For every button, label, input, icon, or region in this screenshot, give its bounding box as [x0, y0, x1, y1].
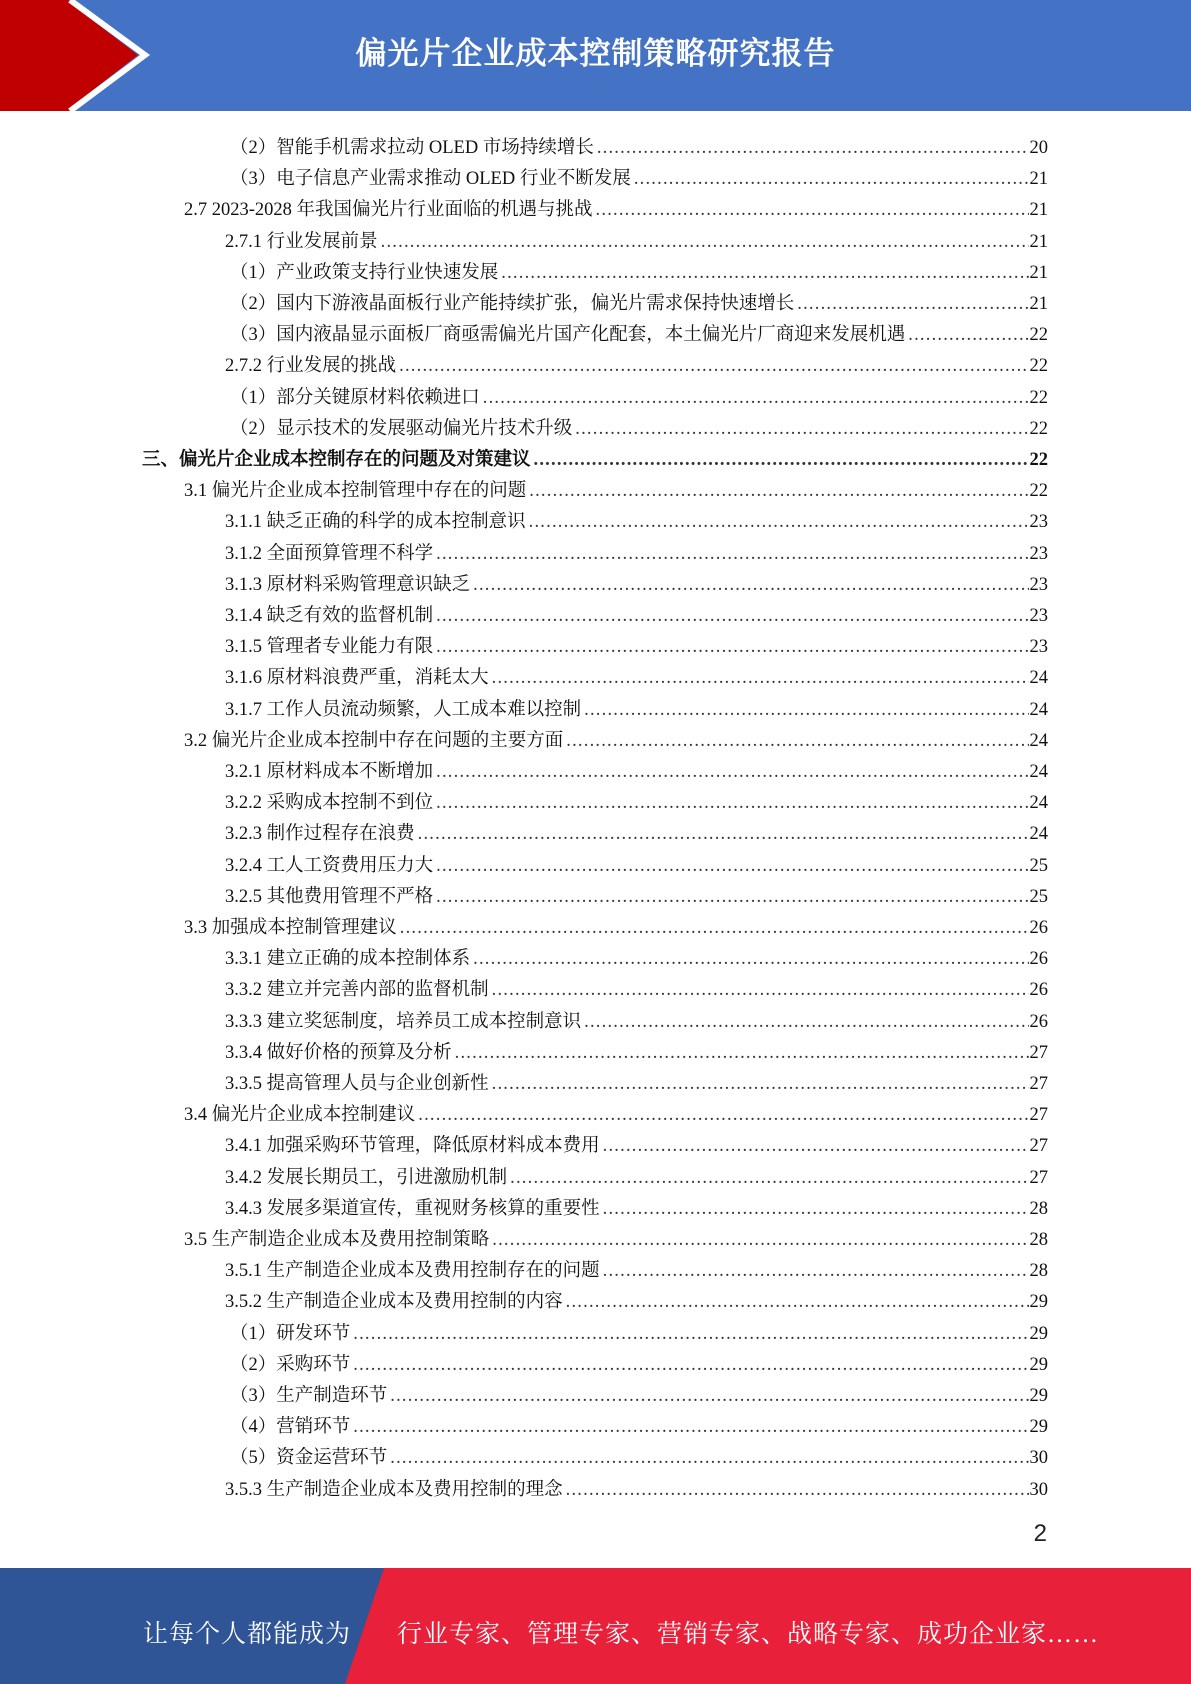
toc-entry-title: 3.3 加强成本控制管理建议	[184, 918, 397, 938]
toc-leader-dots	[390, 1385, 1028, 1407]
toc-entry-page: 30	[1029, 1448, 1048, 1469]
toc-entry-page: 22	[1029, 325, 1048, 346]
toc-entry[interactable]	[225, 783, 1048, 814]
toc-entry-title: 3.5.1 生产制造企业成本及费用控制存在的问题	[225, 1261, 600, 1282]
toc-leader-dots	[436, 886, 1028, 908]
toc-entry-title: （5）资金运营环节	[230, 1448, 388, 1469]
toc-entry-title: 3.4 偏光片企业成本控制建议	[184, 1105, 416, 1126]
toc-entry-page: 27	[1029, 1167, 1048, 1188]
toc-entry-title: 3.1.1 缺乏正确的科学的成本控制意识	[225, 512, 526, 533]
toc-entry-title: 3.2.3 制作过程存在浪费	[225, 824, 415, 845]
toc-entry[interactable]	[230, 253, 1048, 284]
toc-leader-dots	[381, 231, 1029, 253]
toc-entry[interactable]	[225, 877, 1048, 908]
toc-entry-page: 23	[1029, 543, 1048, 564]
toc-entry[interactable]	[184, 1220, 1048, 1251]
toc-entry-page: 24	[1029, 793, 1048, 814]
toc-entry[interactable]	[230, 1376, 1048, 1407]
toc-entry-title: 3.2.2 采购成本控制不到位	[225, 793, 434, 814]
toc-entry-page: 24	[1029, 762, 1048, 782]
toc-entry-page: 28	[1029, 1198, 1048, 1219]
toc-leader-dots	[510, 1167, 1028, 1189]
toc-entry[interactable]	[230, 284, 1048, 315]
toc-entry[interactable]	[142, 440, 1048, 471]
toc-entry-title: （2）智能手机需求拉动 OLED 市场持续增长	[230, 138, 594, 158]
toc-leader-dots	[529, 511, 1029, 533]
toc-entry-page: 24	[1029, 824, 1048, 845]
toc-entry-page: 22	[1029, 481, 1048, 502]
toc-entry-title: （3）生产制造环节	[230, 1386, 388, 1406]
toc-entry-page: 26	[1029, 918, 1048, 938]
toc-entry-page: 22	[1029, 418, 1048, 439]
toc-entry-title: （4）营销环节	[230, 1417, 351, 1438]
toc-leader-dots	[584, 699, 1028, 721]
toc-entry-title: 3.3.5 提高管理人员与企业创新性	[225, 1074, 489, 1094]
toc-leader-dots	[797, 293, 1028, 315]
toc-entry-title: 3.4.2 发展长期员工，引进激励机制	[225, 1167, 508, 1188]
toc-entry-title: 3.1.3 原材料采购管理意识缺乏	[225, 574, 471, 595]
toc-leader-dots	[436, 761, 1028, 783]
toc-entry-page: 21	[1029, 262, 1048, 283]
toc-leader-dots	[399, 355, 1028, 377]
toc-entry-page: 24	[1029, 668, 1048, 689]
toc-entry-page: 29	[1029, 1292, 1048, 1313]
toc-entry-title: （2）采购环节	[230, 1354, 351, 1375]
footer-slogan-right: 行业专家、管理专家、营销专家、战略专家、成功企业家……	[397, 1621, 1100, 1648]
toc-entry-title: 3.3.3 建立奖惩制度，培养员工成本控制意识	[225, 1011, 582, 1032]
toc-entry-title: 3.1.6 原材料浪费严重，消耗太大	[225, 668, 489, 689]
toc-entry-title: 3.2.1 原材料成本不断增加	[225, 762, 434, 782]
toc-entry-title: 3.2.5 其他费用管理不严格	[225, 886, 434, 907]
toc-entry-title: 3.4.3 发展多渠道宣传，重视财务核算的重要性	[225, 1198, 600, 1219]
toc-entry-title: 3.3.1 建立正确的成本控制体系	[225, 949, 471, 970]
toc-entry-page: 21	[1029, 169, 1048, 190]
toc-entry[interactable]	[230, 378, 1048, 409]
toc-entry-page: 26	[1029, 949, 1048, 970]
toc-entry-title: （3）国内液晶显示面板厂商亟需偏光片国产化配套，本土偏光片厂商迎来发展机遇	[230, 325, 906, 346]
toc-entry-page: 30	[1029, 1479, 1048, 1500]
toc-entry[interactable]	[225, 1251, 1048, 1282]
toc-leader-dots	[353, 1416, 1028, 1438]
toc-entry-page: 27	[1029, 1042, 1048, 1063]
toc-entry-page: 22	[1029, 356, 1048, 377]
toc-leader-dots	[492, 1229, 1028, 1251]
toc-entry[interactable]	[184, 908, 1048, 939]
toc-leader-dots	[492, 979, 1029, 1001]
toc-leader-dots	[436, 605, 1028, 627]
toc-entry-page: 23	[1029, 606, 1048, 626]
toc-entry-title: （1）部分关键原材料依赖进口	[230, 387, 480, 408]
toc-entry-title: 3.5 生产制造企业成本及费用控制策略	[184, 1230, 490, 1250]
toc-entry[interactable]	[225, 939, 1048, 970]
toc-leader-dots	[353, 1323, 1028, 1345]
toc-leader-dots	[603, 1198, 1029, 1220]
toc-leader-dots	[908, 324, 1028, 346]
toc-entry-page: 29	[1029, 1354, 1048, 1375]
toc-entry-title: 3.3.2 建立并完善内部的监督机制	[225, 980, 489, 1001]
toc-leader-dots	[400, 917, 1029, 939]
toc-leader-dots	[634, 168, 1029, 190]
toc-entry[interactable]	[225, 1064, 1048, 1095]
toc-entry[interactable]	[225, 814, 1048, 845]
toc-leader-dots	[603, 1135, 1029, 1157]
toc-entry-page: 26	[1029, 1011, 1048, 1032]
toc-entry-title: 3.1.7 工作人员流动频繁，人工成本难以控制	[225, 699, 582, 720]
toc-leader-dots	[353, 1354, 1028, 1376]
toc-entry[interactable]	[225, 970, 1048, 1001]
toc-leader-dots	[575, 418, 1028, 440]
toc-leader-dots	[418, 823, 1029, 845]
toc-entry-title: （1）研发环节	[230, 1323, 351, 1344]
toc-entry-page: 28	[1029, 1261, 1048, 1282]
toc-leader-dots	[473, 574, 1028, 596]
toc-entry-page: 21	[1029, 200, 1048, 221]
toc-entry-page: 24	[1029, 699, 1048, 720]
toc-entry[interactable]	[230, 315, 1048, 346]
toc-entry-page: 21	[1029, 231, 1048, 252]
toc-entry[interactable]	[225, 846, 1048, 877]
toc-entry[interactable]	[225, 1158, 1048, 1189]
toc-leader-dots	[534, 449, 1029, 471]
toc-entry-title: 2.7.2 行业发展的挑战	[225, 356, 397, 377]
toc-leader-dots	[584, 1011, 1028, 1033]
toc-entry[interactable]	[225, 1189, 1048, 1220]
toc-entry[interactable]	[225, 1282, 1048, 1313]
toc-entry[interactable]	[225, 1002, 1048, 1033]
toc-leader-dots	[596, 199, 1029, 221]
toc-entry[interactable]	[225, 596, 1048, 627]
toc-entry[interactable]	[225, 1033, 1048, 1064]
toc-leader-dots	[483, 387, 1029, 409]
toc-leader-dots	[473, 948, 1028, 970]
toc-leader-dots	[566, 1479, 1029, 1501]
toc-entry-page: 27	[1029, 1136, 1048, 1157]
toc-entry-page: 24	[1029, 730, 1048, 751]
toc-entry-title: 3.1 偏光片企业成本控制管理中存在的问题	[184, 481, 527, 502]
toc-entry[interactable]	[225, 502, 1048, 533]
toc-entry[interactable]	[225, 222, 1048, 253]
toc-entry[interactable]	[225, 346, 1048, 377]
toc-leader-dots	[436, 792, 1028, 814]
footer-slogan-left: 让每个人都能成为	[143, 1621, 352, 1648]
toc-entry-title: 3.2 偏光片企业成本控制中存在问题的主要方面	[184, 730, 564, 751]
toc-entry-page: 28	[1029, 1230, 1048, 1250]
toc-entry[interactable]	[230, 159, 1048, 190]
toc-entry[interactable]	[225, 1126, 1048, 1157]
toc-leader-dots	[436, 543, 1028, 565]
toc-entry-page: 20	[1029, 138, 1048, 158]
toc-entry[interactable]	[230, 1407, 1048, 1438]
toc-entry-title: 3.5.3 生产制造企业成本及费用控制的理念	[225, 1479, 563, 1500]
toc-entry-page: 22	[1029, 450, 1048, 470]
toc-entry-page: 21	[1029, 294, 1048, 314]
report-title: 偏光片企业成本控制策略研究报告	[355, 36, 836, 72]
toc-entry[interactable]	[184, 721, 1048, 752]
toc-entry[interactable]	[184, 1095, 1048, 1126]
toc-entry-title: 3.4.1 加强采购环节管理，降低原材料成本费用	[225, 1136, 600, 1157]
toc-entry[interactable]	[225, 534, 1048, 565]
toc-entry-page: 29	[1029, 1323, 1048, 1344]
toc-entry-title: （3）电子信息产业需求推动 OLED 行业不断发展	[230, 169, 631, 190]
toc-entry-title: 3.1.2 全面预算管理不科学	[225, 543, 434, 564]
page-footer	[0, 1568, 1191, 1684]
toc-leader-dots	[566, 730, 1028, 752]
toc-entry-title: 2.7.1 行业发展前景	[225, 231, 378, 252]
toc-entry-page: 25	[1029, 886, 1048, 907]
toc-entry[interactable]	[184, 190, 1048, 221]
toc-leader-dots	[492, 1073, 1029, 1095]
toc-entry[interactable]	[230, 1314, 1048, 1345]
toc-leader-dots	[436, 636, 1028, 658]
toc-entry-title: 2.7 2023-2028 年我国偏光片行业面临的机遇与挑战	[184, 200, 593, 221]
toc-entry-page: 23	[1029, 637, 1048, 658]
toc-leader-dots	[501, 262, 1028, 284]
toc-leader-dots	[529, 480, 1028, 502]
toc-entry-title: 3.3.4 做好价格的预算及分析	[225, 1042, 452, 1063]
toc-entry-page: 26	[1029, 980, 1048, 1001]
toc-entry[interactable]	[230, 1438, 1048, 1469]
toc-entry-title: （2）国内下游液晶面板行业产能持续扩张，偏光片需求保持快速增长	[230, 294, 795, 314]
toc-entry-page: 23	[1029, 512, 1048, 533]
toc-entry-title: 3.5.2 生产制造企业成本及费用控制的内容	[225, 1292, 563, 1313]
toc-leader-dots	[597, 137, 1029, 159]
toc-entry[interactable]	[184, 471, 1048, 502]
toc-leader-dots	[492, 667, 1029, 689]
toc-entry[interactable]	[230, 128, 1048, 159]
toc-entry-title: 三、偏光片企业成本控制存在的问题及对策建议	[142, 450, 531, 470]
toc-entry[interactable]	[225, 690, 1048, 721]
toc-entry[interactable]	[225, 1470, 1048, 1501]
toc-entry-title: （1）产业政策支持行业快速发展	[230, 262, 499, 283]
toc-leader-dots	[566, 1291, 1029, 1313]
toc-entry[interactable]	[225, 627, 1048, 658]
toc-entry-page: 29	[1029, 1417, 1048, 1438]
toc-entry-title: 3.1.4 缺乏有效的监督机制	[225, 606, 434, 626]
toc-entry-page: 29	[1029, 1386, 1048, 1406]
toc-entry[interactable]	[225, 565, 1048, 596]
page-header	[0, 0, 1191, 111]
toc-entry[interactable]	[225, 658, 1048, 689]
toc-entry-title: 3.1.5 管理者专业能力有限	[225, 637, 434, 658]
toc-entry-page: 27	[1029, 1105, 1048, 1126]
page-number: 2	[1033, 1520, 1047, 1547]
toc-entry[interactable]	[230, 409, 1048, 440]
toc-entry-page: 22	[1029, 387, 1048, 408]
toc-leader-dots	[455, 1042, 1029, 1064]
toc-leader-dots	[603, 1260, 1029, 1282]
toc-entry[interactable]	[230, 1345, 1048, 1376]
toc-entry-title: 3.2.4 工人工资费用压力大	[225, 855, 434, 876]
toc-entry[interactable]	[225, 752, 1048, 783]
toc-entry-page: 27	[1029, 1074, 1048, 1094]
toc-leader-dots	[418, 1104, 1028, 1126]
toc-entry-page: 23	[1029, 574, 1048, 595]
toc-entry-title: （2）显示技术的发展驱动偏光片技术升级	[230, 418, 573, 439]
toc-entry-page: 25	[1029, 855, 1048, 876]
toc-leader-dots	[436, 855, 1028, 877]
toc-leader-dots	[390, 1447, 1028, 1469]
